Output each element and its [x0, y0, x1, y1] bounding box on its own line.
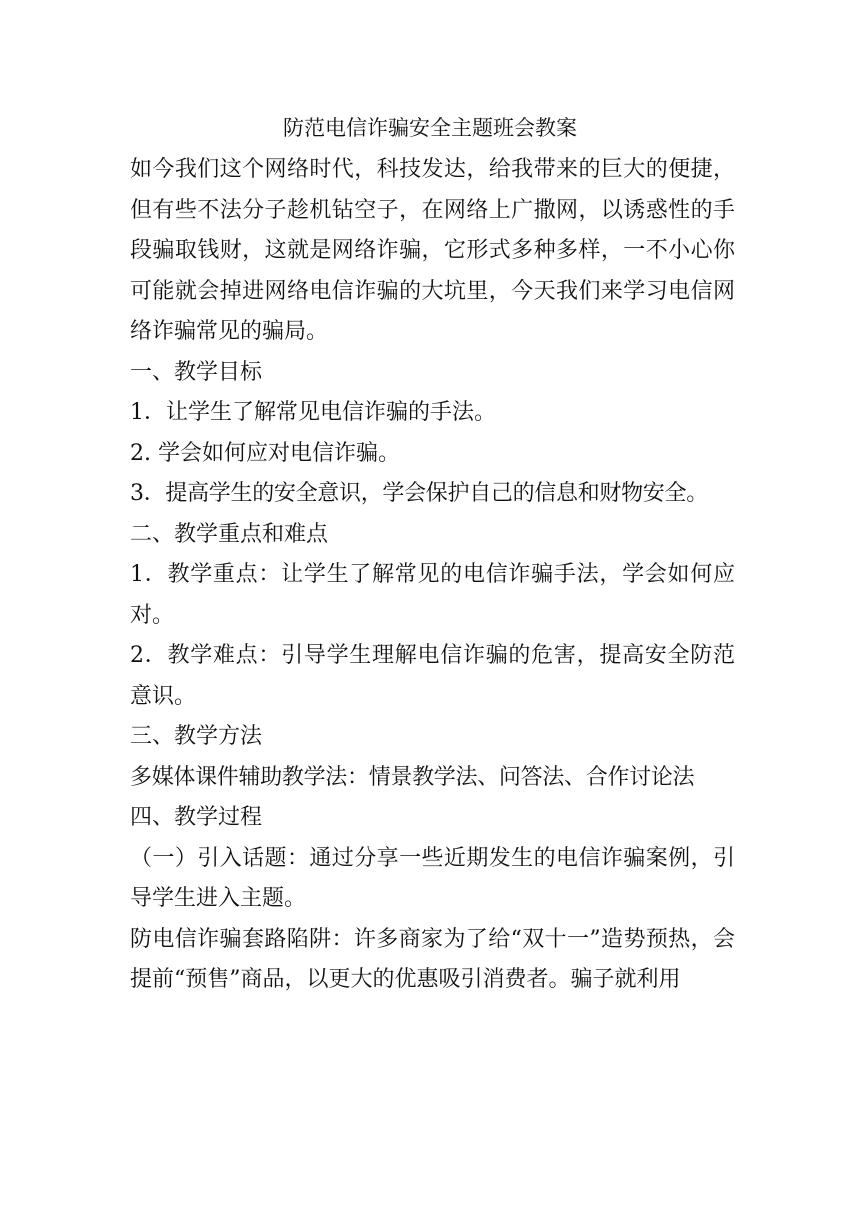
- objective-item-3: 3．提高学生的安全意识，学会保护自己的信息和财物安全。: [130, 481, 708, 506]
- objective-item-2: 2. 学会如何应对电信诈骗。: [130, 440, 400, 466]
- objective-item-1: 1．让学生了解常见电信诈骗的手法。: [130, 400, 496, 425]
- process-paragraph: 防电信诈骗套路陷阱：许多商家为了给“双十一”造势预热，会提前“预售”商品，以更大的优惠吸引消费者。骗子就利用: [130, 926, 735, 992]
- section-heading-process: 四、教学过程: [130, 805, 263, 830]
- methods-paragraph: 多媒体课件辅助教学法：情景教学法、问答法、合作讨论法: [130, 764, 695, 790]
- key-point-item-1: 1．教学重点：让学生了解常见的电信诈骗手法，学会如何应对。: [130, 562, 735, 628]
- process-step-1: （一）引入话题：通过分享一些近期发生的电信诈骗案例，引导学生进入主题。: [130, 845, 735, 911]
- section-heading-methods: 三、教学方法: [130, 724, 263, 749]
- key-point-item-2: 2．教学难点：引导学生理解电信诈骗的危害，提高安全防范意识。: [130, 643, 735, 709]
- document-body: [130, 150, 735, 1001]
- section-heading-objectives: 一、教学目标: [130, 359, 263, 385]
- section-heading-key-points: 二、教学重点和难点: [130, 521, 329, 547]
- intro-paragraph: 如今我们这个网络时代，科技发达，给我带来的巨大的便捷，但有些不法分子趁机钻空子，在网络上广撒网，以诱惑性的手段骗取钱财，这就是网络诈骗，它形式多种多样，一不小心你可能就会掉进网络电信诈骗的大坑里，今天我们来学习电信网络诈骗常见的骗局。: [130, 157, 735, 344]
- document-title: 防范电信诈骗安全主题班会教案: [283, 116, 577, 140]
